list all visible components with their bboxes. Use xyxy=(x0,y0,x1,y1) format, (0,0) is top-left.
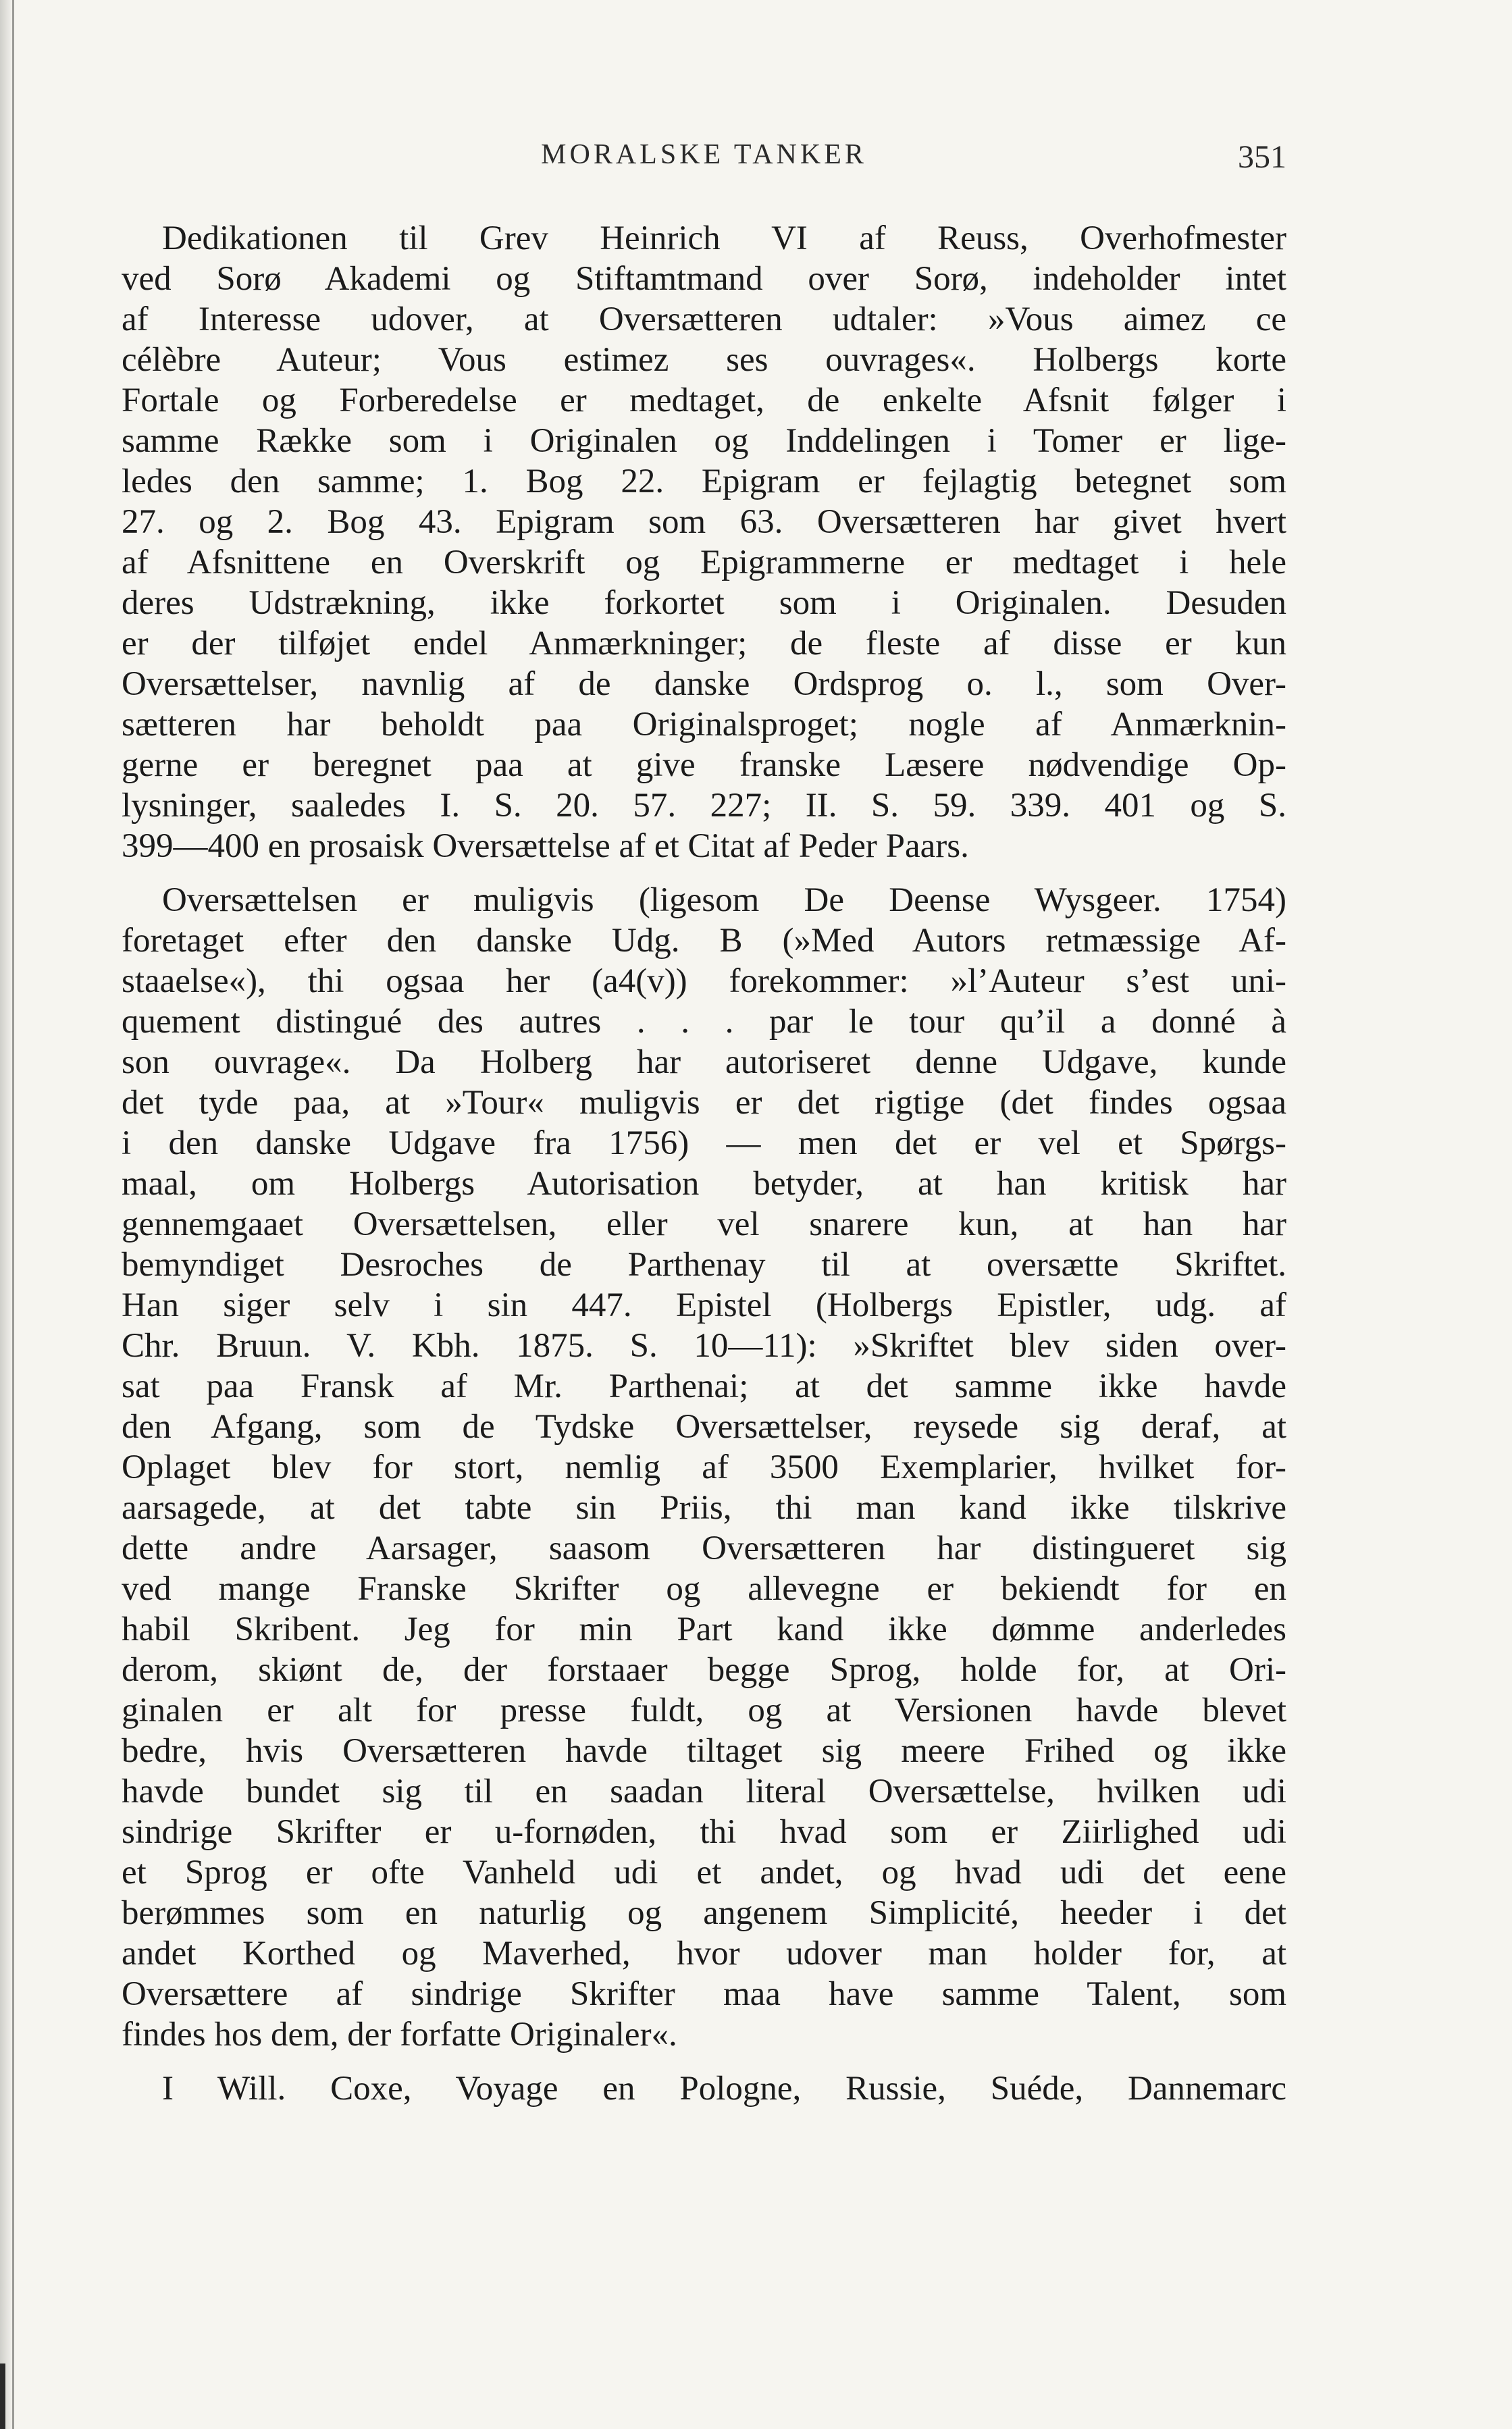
text-line: deres Udstrækning, ikke forkortet som i Originalen. Desuden xyxy=(122,584,1286,622)
text-line: Oversættelser, navnlig af de danske Ordsprog o. l., som Over- xyxy=(122,665,1286,703)
paragraph-spacing xyxy=(122,2055,1286,2068)
page-gutter-line xyxy=(12,0,14,2429)
text-line: Oversættere af sindrige Skrifter maa have samme Talent, som xyxy=(122,1975,1286,2013)
text-line: habil Skribent. Jeg for min Part kand ikke dømme anderledes xyxy=(122,1611,1286,1648)
text-line: Dedikationen til Grev Heinrich VI af Reuss, Overhofmester xyxy=(162,219,1286,257)
paragraph-footnote xyxy=(122,2068,1286,2109)
page-edge-mark xyxy=(0,2363,5,2429)
text-line: ved mange Franske Skrifter og allevegne er bekiendt for en xyxy=(122,1570,1286,1608)
text-line: gennemgaaet Oversættelsen, eller vel snarere kun, at han har xyxy=(122,1205,1286,1243)
text-line: Chr. Bruun. V. Kbh. 1875. S. 10—11): »Skriftet blev siden over- xyxy=(122,1327,1286,1365)
text-line: ginalen er alt for presse fuldt, og at Versionen havde blevet xyxy=(122,1692,1286,1729)
text-line: af Interesse udover, at Oversætteren udtaler: »Vous aimez ce xyxy=(122,301,1286,338)
text-line: célèbre Auteur; Vous estimez ses ouvrages«. Holbergs korte xyxy=(122,341,1286,379)
text-line: af Afsnittene en Overskrift og Epigrammerne er medtaget i hele xyxy=(122,544,1286,581)
text-line: 399—400 en prosaisk Oversættelse af et Citat af Peder Paars. xyxy=(122,827,969,865)
text-line: ledes den samme; 1. Bog 22. Epigram er fejlagtig betegnet som xyxy=(122,463,1286,500)
text-line: sindrige Skrifter er u-fornøden, thi hvad som er Ziirlighed udi xyxy=(122,1813,1286,1851)
text-line: samme Række som i Originalen og Inddelingen i Tomer er lige- xyxy=(122,422,1286,460)
text-line: aarsagede, at det tabte sin Priis, thi man kand ikke tilskrive xyxy=(122,1489,1286,1527)
text-line: sætteren har beholdt paa Originalsproget; nogle af Anmærknin- xyxy=(122,706,1286,743)
page-gutter-shadow xyxy=(0,0,12,2429)
text-line: son ouvrage«. Da Holberg har autoriseret denne Udgave, kunde xyxy=(122,1043,1286,1081)
text-line: det tyde paa, at »Tour« muligvis er det rigtige (det findes ogsaa xyxy=(122,1084,1286,1122)
text-line: gerne er beregnet paa at give franske Læsere nødvendige Op- xyxy=(122,746,1286,784)
text-line: Oplaget blev for stort, nemlig af 3500 Exemplarier, hvilket for- xyxy=(122,1448,1286,1486)
text-line: ved Sorø Akademi og Stiftamtmand over Sorø, indeholder intet xyxy=(122,260,1286,298)
text-line: andet Korthed og Maverhed, hvor udover man holder for, at xyxy=(122,1935,1286,1973)
text-line: Fortale og Forberedelse er medtaget, de enkelte Afsnit følger i xyxy=(122,382,1286,419)
page-header xyxy=(122,138,1286,179)
text-line: berømmes som en naturlig og angenem Simplicité, heeder i det xyxy=(122,1894,1286,1932)
text-line: bemyndiget Desroches de Parthenay til at oversætte Skriftet. xyxy=(122,1246,1286,1284)
body-text xyxy=(122,218,1286,2109)
page-number: 351 xyxy=(1238,139,1286,175)
text-line: dette andre Aarsager, saasom Oversætteren har distingueret sig xyxy=(122,1530,1286,1567)
text-line: maal, om Holbergs Autorisation betyder, at han kritisk har xyxy=(122,1165,1286,1203)
text-line: i den danske Udgave fra 1756) — men det er vel et Spørgs- xyxy=(122,1124,1286,1162)
text-line: 27. og 2. Bog 43. Epigram som 63. Oversætteren har givet hvert xyxy=(122,503,1286,541)
text-line: lysninger, saaledes I. S. 20. 57. 227; II. S. 59. 339. 401 og S. xyxy=(122,787,1286,825)
text-line: et Sprog er ofte Vanheld udi et andet, og hvad udi det eene xyxy=(122,1854,1286,1891)
text-line: staaelse«), thi ogsaa her (a4(v)) forekommer: »l’Auteur s’est uni- xyxy=(122,962,1286,1000)
text-line: findes hos dem, der forfatte Originaler«. xyxy=(122,2016,677,2054)
running-title: MORALSKE TANKER xyxy=(541,139,867,170)
text-line: quement distingué des autres . . . par le tour qu’il a donné à xyxy=(122,1003,1286,1041)
text-line: havde bundet sig til en saadan literal Oversættelse, hvilken udi xyxy=(122,1773,1286,1810)
paragraph-translation xyxy=(122,880,1286,2055)
text-line: Han siger selv i sin 447. Epistel (Holbergs Epistler, udg. af xyxy=(122,1286,1286,1324)
text-line: derom, skiønt de, der forstaaer begge Sprog, holde for, at Ori- xyxy=(122,1651,1286,1689)
text-line: foretaget efter den danske Udg. B (»Med Autors retmæssige Af- xyxy=(122,922,1286,960)
text-line: I Will. Coxe, Voyage en Pologne, Russie, Suéde, Dannemarc xyxy=(162,2070,1286,2108)
text-line: sat paa Fransk af Mr. Parthenai; at det samme ikke havde xyxy=(122,1367,1286,1405)
text-line: bedre, hvis Oversætteren havde tiltaget sig meere Frihed og ikke xyxy=(122,1732,1286,1770)
text-line: er der tilføjet endel Anmærkninger; de fleste af disse er kun xyxy=(122,625,1286,662)
text-line: Oversættelsen er muligvis (ligesom De Deense Wysgeer. 1754) xyxy=(162,881,1286,919)
paragraph-dedication xyxy=(122,218,1286,866)
paragraph-spacing xyxy=(122,866,1286,880)
text-line: den Afgang, som de Tydske Oversættelser, reysede sig deraf, at xyxy=(122,1408,1286,1446)
